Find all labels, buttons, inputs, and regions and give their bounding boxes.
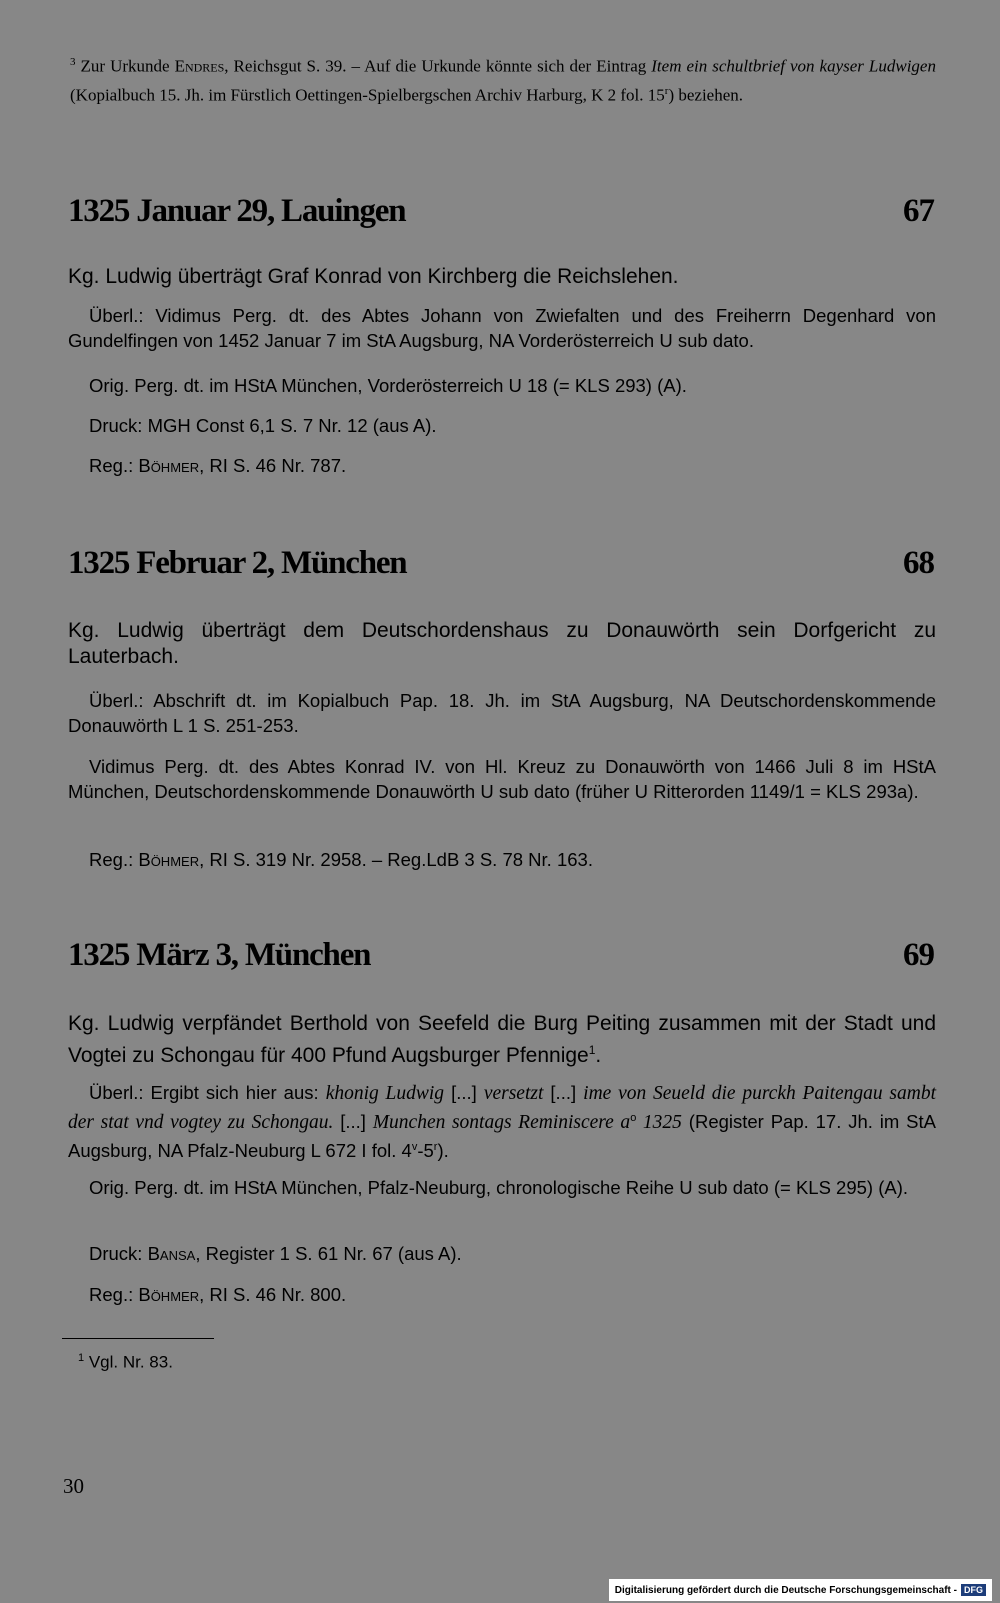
ellipsis: [...] xyxy=(543,1082,584,1103)
footnote-marker: 1 xyxy=(78,1352,85,1364)
entry-vidimus: Vidimus Perg. dt. des Abtes Konrad IV. von Hl. Kreuz zu Donauwörth von 1466 Juli 8 im HStA München, Deutschordenskommende Donauwörth U sub dato (früher U Ritterorden 1149/1 = KLS 293a). xyxy=(68,756,936,802)
summary-end: . xyxy=(595,1044,602,1067)
quote-italic: khonig Ludwig xyxy=(325,1083,445,1104)
dfg-logo-icon: DFG xyxy=(961,1584,986,1596)
superscript: r xyxy=(664,84,669,97)
archive-ref: (Register Pap. 17. Jh. im StA Augsburg, NA Pfalz-Neuburg L 672 I fol. 4 xyxy=(68,1111,936,1162)
entry-regest xyxy=(68,453,936,478)
quote-italic: ime von Seueld die purckh Paitengau sambt der stat vnd vogtey zu Schongau. xyxy=(68,1083,937,1134)
entry-transmission: Überl.: Vidimus Perg. dt. des Abtes Johann von Zwiefalten und des Freiherrn Degenhard von Gundelfingen von 1452 Januar 7 im StA Augsburg, NA Vorderösterreich U sub dato. xyxy=(68,305,936,351)
quote-italic: 1325 xyxy=(636,1112,682,1134)
quote-italic: Munchen sontags Reminiscere a xyxy=(372,1112,631,1134)
author-name: Böhmer xyxy=(138,455,200,476)
entry-number: 67 xyxy=(903,193,934,229)
quote-italic: Item ein schultbrief von kayser Ludwigen xyxy=(651,56,936,76)
entry-heading xyxy=(68,545,934,582)
regest-label: Reg.: xyxy=(89,455,139,476)
superscript: v xyxy=(411,1141,418,1154)
note-text: (Kopialbuch 15. Jh. im Fürstlich Oettingen-Spielbergschen Archiv Harburg, K 2 fol. 15 xyxy=(70,85,665,105)
note-text: Zur Urkunde xyxy=(75,56,175,76)
summary-text: Kg. Ludwig verpfändet Berthold von Seefeld die Burg Peiting zusammen mit der Stadt und Vogtei zu Schongau für 400 Pfund Augsburger Pfennige xyxy=(68,1012,936,1067)
author-name: Böhmer xyxy=(138,1284,200,1305)
footnote xyxy=(78,1352,173,1373)
entry-original: Orig. Perg. dt. im HStA München, Pfalz-Neuburg, chronologische Reihe U sub dato (= KLS 295) (A). xyxy=(89,1177,909,1198)
transmission-label: Überl.: Ergibt sich hier aus: xyxy=(89,1082,326,1103)
regest-label: Reg.: xyxy=(89,1284,139,1305)
author-name: Endres xyxy=(174,56,225,76)
superscript: r xyxy=(433,1141,438,1154)
quote-italic: versetzt xyxy=(483,1083,544,1104)
entry-date-place: 1325 Januar 29, Lauingen xyxy=(68,193,406,229)
top-footnote xyxy=(70,50,936,107)
print-ref: , Register 1 S. 61 Nr. 67 (aus A). xyxy=(195,1243,462,1264)
author-name: Bansa xyxy=(147,1243,196,1264)
footnote-divider xyxy=(62,1338,214,1339)
regest-ref: , RI S. 319 Nr. 2958. – Reg.LdB 3 S. 78 Nr. 163. xyxy=(199,849,593,870)
archive-ref: ). xyxy=(437,1140,449,1162)
entry-print: Druck: MGH Const 6,1 S. 7 Nr. 12 (aus A). xyxy=(89,415,437,436)
note-text: , Reichsgut S. 39. – Auf die Urkunde könnte sich der Eintrag xyxy=(224,56,652,76)
entry-heading xyxy=(68,193,934,230)
print-label: Druck: xyxy=(89,1243,148,1264)
footnote-ref: 1 xyxy=(588,1043,596,1057)
entry-summary: Kg. Ludwig überträgt Graf Konrad von Kirchberg die Reichslehen. xyxy=(68,265,679,288)
ellipsis: [...] xyxy=(333,1111,373,1133)
entry-original: Orig. Perg. dt. im HStA München, Vorderösterreich U 18 (= KLS 293) (A). xyxy=(89,375,687,396)
entry-summary: Kg. Ludwig überträgt dem Deutschordenshaus zu Donauwörth sein Dorfgericht zu Lauterbach. xyxy=(68,619,936,668)
entry-regest xyxy=(68,847,936,872)
entry-transmission xyxy=(68,1080,936,1163)
author-name: Böhmer xyxy=(138,849,200,870)
entry-heading xyxy=(68,937,934,974)
entry-summary xyxy=(68,1011,936,1069)
page-number: 30 xyxy=(63,1474,84,1498)
superscript: o xyxy=(630,1112,637,1124)
entry-print xyxy=(68,1241,936,1266)
entry-transmission: Überl.: Abschrift dt. im Kopialbuch Pap. 18. Jh. im StA Augsburg, NA Deutschordenskommende Donauwörth L 1 S. 251-253. xyxy=(68,690,936,736)
footnote-text: Vgl. Nr. 83. xyxy=(84,1352,173,1372)
note-text: ) beziehen. xyxy=(668,85,744,105)
entry-date-place: 1325 März 3, München xyxy=(68,937,371,973)
regest-label: Reg.: xyxy=(89,849,139,870)
entry-number: 69 xyxy=(903,937,934,973)
footnote-marker: 3 xyxy=(70,56,76,68)
entry-date-place: 1325 Februar 2, München xyxy=(68,545,407,581)
ellipsis: [...] xyxy=(444,1082,484,1103)
regest-ref: , RI S. 46 Nr. 787. xyxy=(199,455,347,476)
entry-number: 68 xyxy=(903,545,934,581)
credit-text: Digitalisierung gefördert durch die Deutsche Forschungsgemeinschaft - xyxy=(614,1584,957,1596)
archive-ref: -5 xyxy=(417,1140,434,1162)
entry-regest xyxy=(68,1282,936,1307)
regest-ref: , RI S. 46 Nr. 800. xyxy=(199,1284,347,1305)
funding-credit xyxy=(609,1579,992,1601)
